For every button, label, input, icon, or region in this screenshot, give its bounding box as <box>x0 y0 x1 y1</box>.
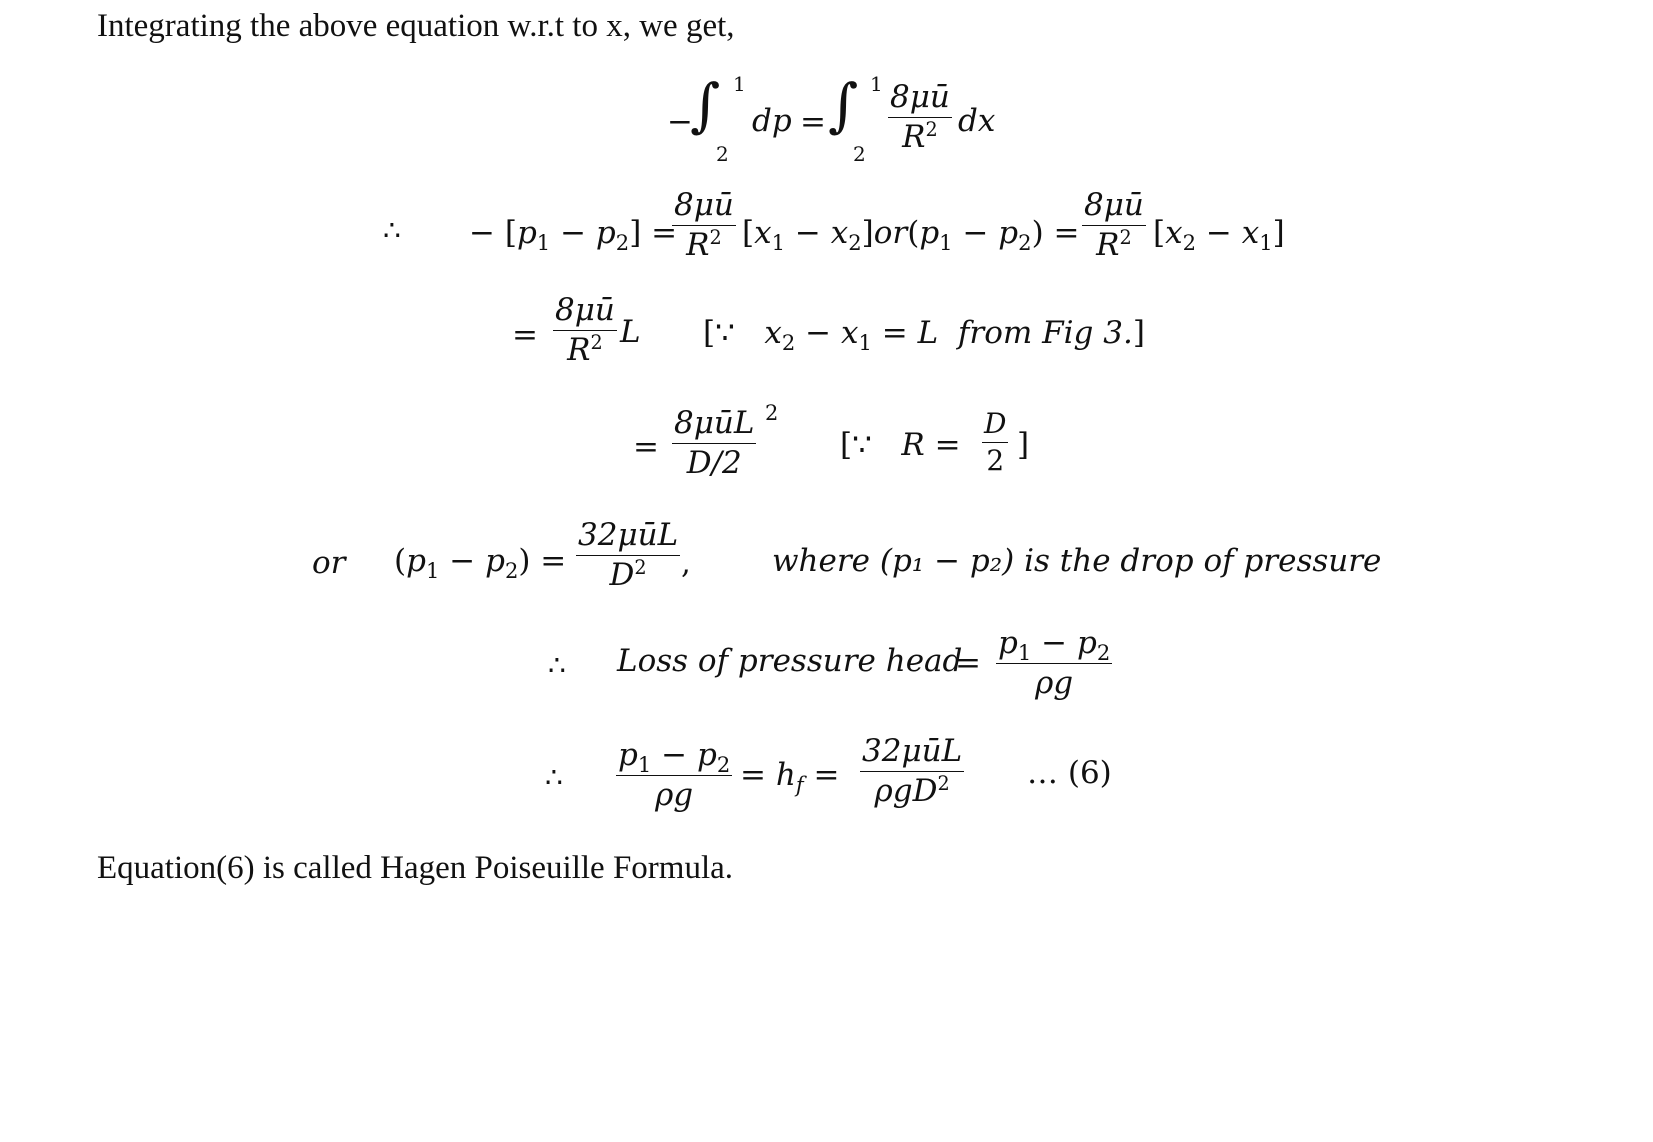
loss-of-pressure-head-label: Loss of pressure head <box>617 643 963 679</box>
therefore-symbol: ∴ <box>545 761 563 794</box>
fraction-8mu-over-R2-right: $\frac{8\mu ū}{R^2}$ <box>1084 187 1144 263</box>
or-connector: or <box>312 545 346 581</box>
comma: , <box>681 545 691 581</box>
equals-sign: = <box>800 104 826 140</box>
equals-hf: = $h_f$ = <box>740 757 840 798</box>
fraction-32muL-over-D2: 32μūL $D^2$ <box>578 517 679 593</box>
x2-minus-x1: $[x_2 - x_1]$ <box>1153 215 1285 256</box>
lhs-bracket: − $[p_1 - p_2]$ = <box>469 215 678 256</box>
fraction-8mu-over-R2: $\frac{8\mu ū}{R^2}$ <box>674 187 734 263</box>
therefore-symbol: ∴ <box>548 649 566 682</box>
x-difference: $[x_1 - x_2]or(p_1 - p_2)$ = <box>742 215 1080 256</box>
conclusion-text: Equation(6) is called Hagen Poiseuille Formula. <box>97 850 734 886</box>
equals-sign: = <box>955 645 981 681</box>
dp-differential: dp <box>752 103 792 139</box>
fraction-p1p2-over-rhog: $\frac{p_1 - p_2}{\rho g}$ <box>618 737 731 813</box>
reason-because: [∵ R = <box>840 427 961 463</box>
numerator: 8μū <box>890 79 950 115</box>
upper-limit-right: 1 <box>870 72 883 96</box>
reason-because: [∵ $x_2 - x_1 = L$ from Fig 3.] <box>703 315 1145 356</box>
dx-differential: dx <box>958 103 996 139</box>
denominator: $R^2$ <box>888 117 952 153</box>
therefore-symbol: ∴ <box>383 214 401 247</box>
fraction-8mu-over-R2: $\frac{8\mu ū}{R^2}$ <box>555 292 615 368</box>
upper-limit-left: 1 <box>733 72 746 96</box>
lower-limit-left: 2 <box>716 142 729 166</box>
equals-sign: = <box>633 429 659 465</box>
equals-sign: = <box>512 317 538 353</box>
minus-sign: − <box>667 104 693 140</box>
p1-minus-p2: $(p_1 - p_2)$ = <box>394 543 567 584</box>
fraction-p1p2-over-rhog: $\frac{p_1 - p_2}{\rho g}$ <box>998 625 1111 701</box>
equation-number-6: … (6) <box>1027 755 1112 791</box>
exponent-2: 2 <box>765 401 779 425</box>
fraction-32muL-over-rhogD2: 32μūL ρgD$^2$ <box>862 733 963 809</box>
lower-limit-right: 2 <box>853 142 866 166</box>
length-L: L <box>620 314 641 350</box>
pressure-drop-note: where (p₁ − p₂) is the drop of pressure <box>772 543 1382 579</box>
integral-sign-left: ∫ <box>690 71 721 139</box>
closing-bracket: ] <box>1017 427 1030 463</box>
intro-text: Integrating the above equation w.r.t to x, we get, <box>97 8 735 44</box>
fraction-D-over-2: $\frac{D}{2}$ <box>984 407 1007 477</box>
integral-sign-right: ∫ <box>828 71 859 139</box>
fraction-8muL-over-D2: 8μūL D/2 <box>674 405 755 481</box>
